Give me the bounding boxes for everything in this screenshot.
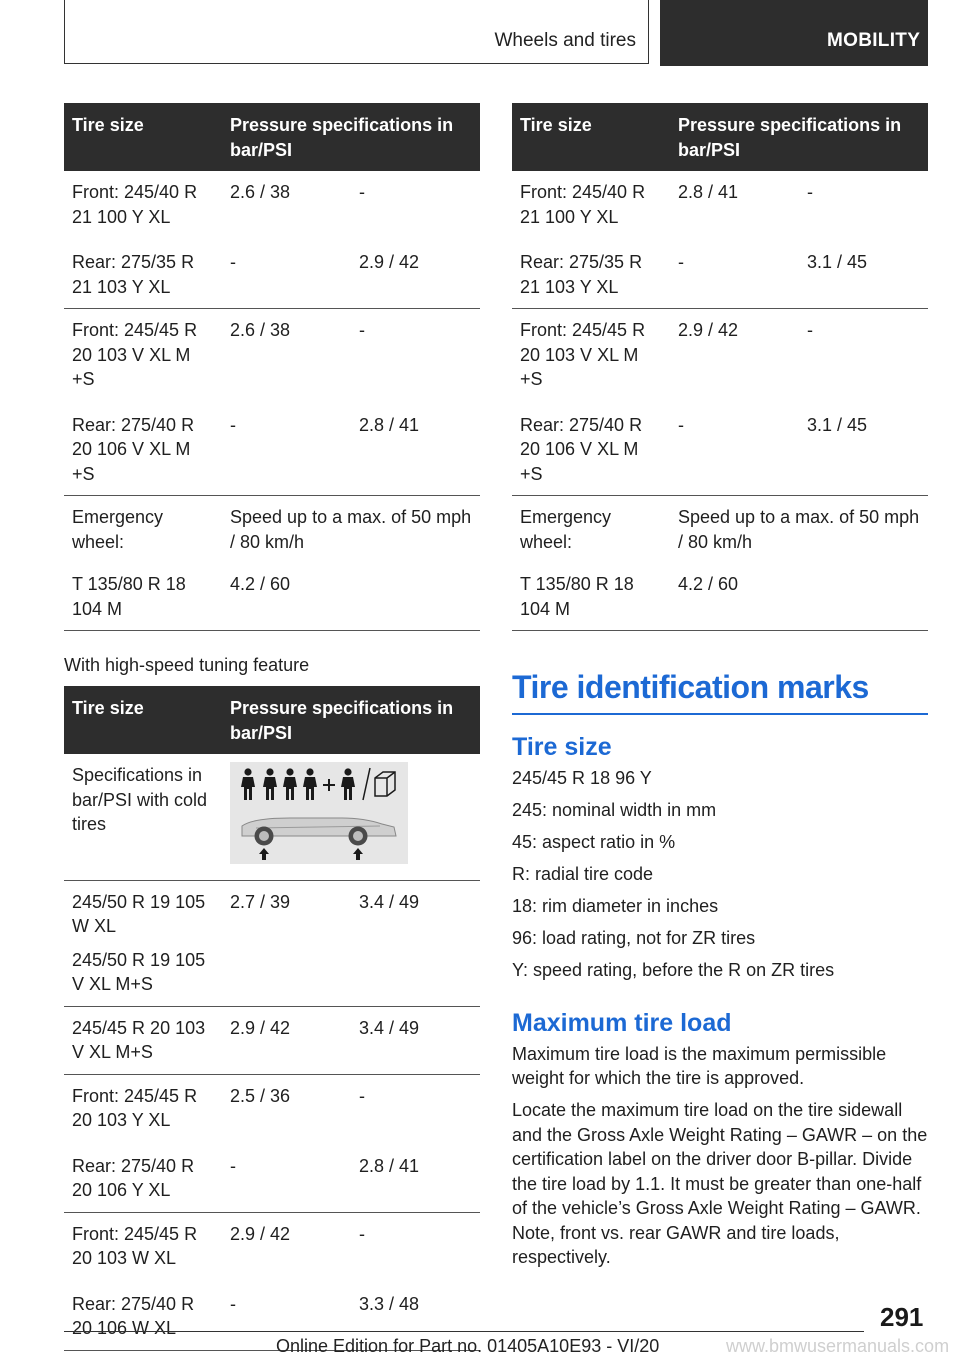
- tire-size-header: Tire size: [64, 686, 222, 754]
- table-header: [512, 103, 928, 171]
- pressure-cell: -: [230, 252, 236, 272]
- tire-size-cell: Front: 245/45 R 20 103 W XL: [64, 1212, 222, 1280]
- pressure-cell: 3.1 / 45: [807, 252, 868, 272]
- pressure-header: Pressure specifications in bar/PSI: [222, 103, 480, 171]
- pressure-cell: -: [351, 1074, 480, 1142]
- tire-size-cell: Rear: 275/40 R 20 106 Y XL: [72, 1155, 195, 1200]
- load-diagram-cell: [222, 754, 480, 880]
- pressure-cell: 2.9 / 42: [222, 1212, 351, 1280]
- table-row: [64, 171, 480, 238]
- pressure-cell: 2.8 / 41: [359, 414, 420, 435]
- pressure-cell: 3.1 / 45: [807, 414, 868, 435]
- pressure-cell: -: [799, 309, 928, 401]
- tire-size-header: Tire size: [64, 103, 222, 171]
- table-header: [64, 103, 480, 171]
- pressure-cell: -: [807, 182, 813, 202]
- tire-size-cell: Emergency wheel:: [64, 496, 222, 564]
- tire-size-cell: Front: 245/45 R 20 103 Y XL: [64, 1074, 222, 1142]
- tire-size-line: 96: load rating, not for ZR tires: [512, 928, 756, 948]
- pressure-cell: 3.4 / 49: [351, 1006, 480, 1074]
- table-row: [512, 238, 928, 309]
- max-tire-load-paragraph: Maximum tire load is the maximum permissible weight for which the tire is approved.: [512, 1043, 887, 1088]
- pressure-cell: 3.3 / 48: [359, 1293, 420, 1314]
- table-row: [64, 238, 480, 309]
- high-speed-caption: With high-speed tuning feature: [64, 655, 310, 675]
- pressure-cell: 4.2 / 60: [230, 574, 291, 594]
- right-column: [512, 103, 928, 1277]
- table-row: [64, 309, 480, 401]
- pressure-table-right: [512, 103, 928, 631]
- pressure-cell: 2.6 / 38: [230, 182, 291, 202]
- tire-size-cell: Rear: 275/35 R 21 103 Y XL: [520, 252, 643, 297]
- tire-size-cell: 245/50 R 19 105 W XL: [64, 880, 222, 948]
- pressure-header: Pressure specifications in bar/PSI: [670, 103, 928, 171]
- table-row: [64, 496, 480, 564]
- tire-size-line: 45: aspect ratio in %: [512, 832, 676, 852]
- pressure-cell: 2.9 / 42: [359, 252, 420, 272]
- pressure-cell: -: [351, 1212, 480, 1280]
- table-row: [64, 1212, 480, 1280]
- edition-info: Online Edition for Part no. 01405A10E93 - VI/20: [276, 1336, 660, 1356]
- pressure-cell: -: [230, 1293, 236, 1314]
- table-row: [64, 1142, 480, 1213]
- pressure-cell: 2.6 / 38: [222, 309, 351, 401]
- page-number: 291: [880, 1302, 924, 1332]
- pressure-cell: -: [351, 309, 480, 401]
- tire-size-cell: 245/50 R 19 105 V XL M+S: [72, 949, 206, 994]
- table-row: [512, 401, 928, 496]
- table-row: [64, 1006, 480, 1074]
- pressure-cell: 4.2 / 60: [678, 574, 739, 594]
- watermark: www.bmwusermanuals.com: [726, 1336, 950, 1356]
- chapter-tab: MOBILITY: [660, 0, 928, 66]
- table-row: [64, 563, 480, 631]
- tire-size-example: 245/45 R 18 96 Y: [512, 768, 652, 788]
- pressure-cell: 3.4 / 49: [351, 880, 480, 948]
- table-row: [64, 880, 480, 948]
- pressure-cell: 2.8 / 41: [678, 182, 739, 202]
- section-title: Wheels and tires: [494, 30, 636, 51]
- tire-size-cell: Rear: 275/40 R 20 106 V XL M +S: [72, 414, 195, 484]
- table-row: [64, 754, 480, 880]
- pressure-cell: 2.8 / 41: [359, 1155, 420, 1176]
- pressure-cell: 2.9 / 42: [670, 309, 799, 401]
- tire-size-cell: Emergency wheel:: [512, 496, 670, 564]
- footer-divider: [64, 1331, 864, 1332]
- tire-size-line: Y: speed rating, before the R on ZR tires: [512, 960, 835, 980]
- table-header: [64, 686, 480, 754]
- tire-size-cell: Front: 245/45 R 20 103 V XL M +S: [64, 309, 222, 401]
- max-tire-load-paragraph: Locate the maximum tire load on the tire sidewall and the Gross Axle Weight Rating – GAWR – on the certification label on the driver door B-pillar. Divide the tire load by 1.1. It must be greater than one-half of the vehicle’s Gross Axle Weight Rating – GAWR. Note, front vs. rear GAWR and tire loads, respectively.: [512, 1100, 928, 1267]
- vehicle-load-diagram: [230, 762, 408, 864]
- tire-size-header: Tire size: [512, 103, 670, 171]
- tire-size-cell: T 135/80 R 18 104 M: [520, 574, 634, 619]
- intro-cell: Specifications in bar/PSI with cold tires: [72, 765, 208, 834]
- table-row: [512, 563, 928, 631]
- tire-size-cell: Front: 245/45 R 20 103 V XL M +S: [512, 309, 670, 401]
- pressure-cell: 2.9 / 42: [222, 1006, 351, 1074]
- pressure-table-high-speed: [64, 686, 480, 1351]
- table-row: [512, 496, 928, 564]
- table-row: [64, 948, 480, 1007]
- speed-note: Speed up to a max. of 50 mph / 80 km/h: [670, 496, 928, 564]
- tire-size-cell: 245/45 R 20 103 V XL M+S: [64, 1006, 222, 1074]
- tire-size-cell: T 135/80 R 18 104 M: [72, 574, 186, 619]
- tire-size-cell: Rear: 275/35 R 21 103 Y XL: [72, 252, 195, 297]
- tire-size-cell: Rear: 275/40 R 20 106 V XL M +S: [520, 414, 643, 484]
- pressure-cell: -: [230, 414, 236, 435]
- tire-size-line: R: radial tire code: [512, 864, 654, 884]
- table-row: [512, 171, 928, 238]
- pressure-cell: 2.5 / 36: [222, 1074, 351, 1142]
- pressure-cell: -: [678, 414, 684, 435]
- left-column: [64, 103, 480, 1351]
- pressure-header: Pressure specifications in bar/PSI: [222, 686, 480, 754]
- tire-size-heading: Tire size: [512, 733, 612, 761]
- pressure-cell: -: [230, 1155, 236, 1176]
- table-row: [64, 1074, 480, 1142]
- pressure-cell: -: [359, 182, 365, 202]
- tire-size-cell: Front: 245/40 R 21 100 Y XL: [72, 182, 198, 227]
- tire-size-line: 18: rim diameter in inches: [512, 896, 719, 916]
- tire-size-cell: Rear: 275/40 R 20 106 W XL: [72, 1293, 195, 1338]
- tire-size-cell: Front: 245/40 R 21 100 Y XL: [520, 182, 646, 227]
- table-row: [64, 401, 480, 496]
- section-heading: Tire identification marks: [512, 669, 928, 715]
- speed-note: Speed up to a max. of 50 mph / 80 km/h: [222, 496, 480, 564]
- max-tire-load-heading: Maximum tire load: [512, 1008, 732, 1037]
- pressure-cell: -: [678, 252, 684, 272]
- tire-size-line: 245: nominal width in mm: [512, 800, 717, 820]
- pressure-table-left: [64, 103, 480, 631]
- pressure-cell: 2.7 / 39: [222, 880, 351, 948]
- table-row: [512, 309, 928, 401]
